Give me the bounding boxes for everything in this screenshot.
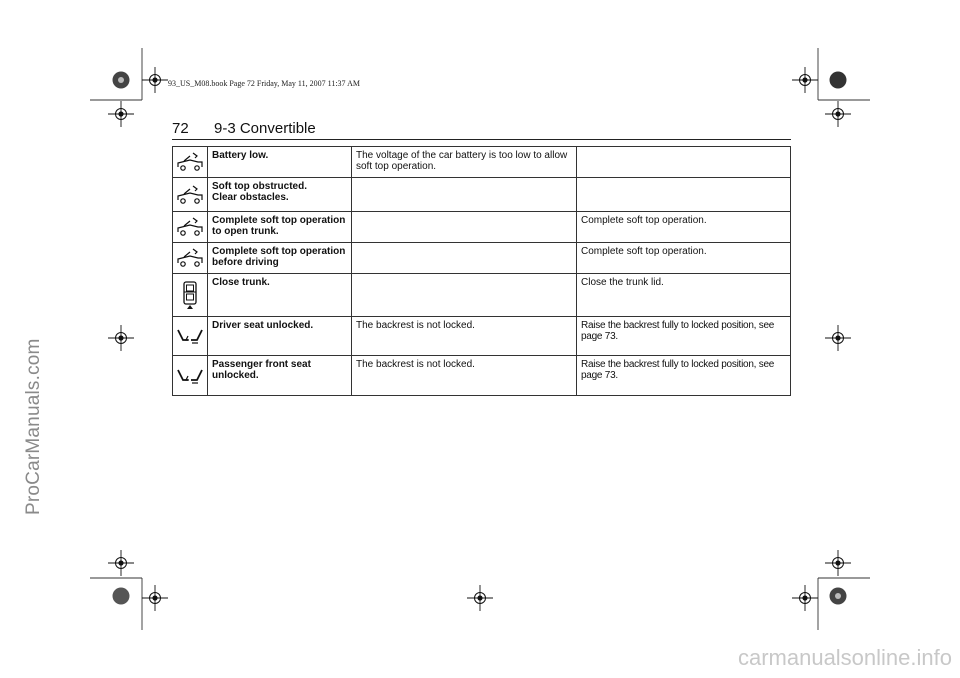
message-text: Complete soft top operation to open trunk. — [208, 212, 352, 243]
icon-cell — [173, 356, 208, 396]
message-text: Passenger front seat unlocked. — [208, 356, 352, 396]
icon-cell — [173, 212, 208, 243]
table-row — [173, 356, 791, 396]
icon-cell — [173, 274, 208, 317]
cause-text: The backrest is not locked. — [352, 356, 577, 396]
icon-cell — [173, 317, 208, 356]
icon-cell — [173, 243, 208, 274]
message-line: Soft top obstructed. — [212, 181, 307, 192]
cause-text — [352, 243, 577, 274]
message-line: Clear obstacles. — [212, 192, 289, 203]
action-text: Raise the backrest fully to locked position, see page 73. — [577, 317, 791, 356]
action-text: Complete soft top operation. — [577, 243, 791, 274]
action-text — [577, 178, 791, 212]
action-text: Close the trunk lid. — [577, 274, 791, 317]
table-row — [173, 178, 791, 212]
seat-backrest-icon — [175, 327, 205, 345]
icon-cell — [173, 147, 208, 178]
section-title: 9-3 Convertible — [214, 120, 316, 137]
convertible-top-icon — [176, 247, 204, 269]
cause-text — [352, 274, 577, 317]
table-row — [173, 317, 791, 356]
convertible-top-icon — [176, 151, 204, 173]
cause-text: The voltage of the car battery is too low to allow soft top operation. — [352, 147, 577, 178]
seat-backrest-icon — [175, 367, 205, 385]
message-text: Battery low. — [208, 147, 352, 178]
cause-text: The backrest is not locked. — [352, 317, 577, 356]
action-text — [577, 147, 791, 178]
message-text: Driver seat unlocked. — [208, 317, 352, 356]
side-watermark: ProCarManuals.com — [23, 338, 44, 515]
print-header: 93_US_M08.book Page 72 Friday, May 11, 2007 11:37 AM — [168, 79, 360, 88]
page-heading — [172, 120, 316, 137]
cause-text — [352, 178, 577, 212]
message-text — [208, 178, 352, 212]
table-row — [173, 147, 791, 178]
icon-cell — [173, 178, 208, 212]
convertible-top-icon — [176, 184, 204, 206]
table-row — [173, 212, 791, 243]
action-text: Raise the backrest fully to locked position, see page 73. — [577, 356, 791, 396]
trunk-open-icon — [180, 279, 200, 311]
bottom-watermark: carmanualsonline.info — [737, 645, 952, 670]
action-text: Complete soft top operation. — [577, 212, 791, 243]
convertible-top-icon — [176, 216, 204, 238]
message-text: Close trunk. — [208, 274, 352, 317]
heading-rule — [172, 139, 791, 140]
message-text: Complete soft top operation before driving — [208, 243, 352, 274]
cause-text — [352, 212, 577, 243]
page-number: 72 — [172, 120, 189, 137]
message-table — [172, 146, 791, 396]
table-row — [173, 274, 791, 317]
table-row — [173, 243, 791, 274]
